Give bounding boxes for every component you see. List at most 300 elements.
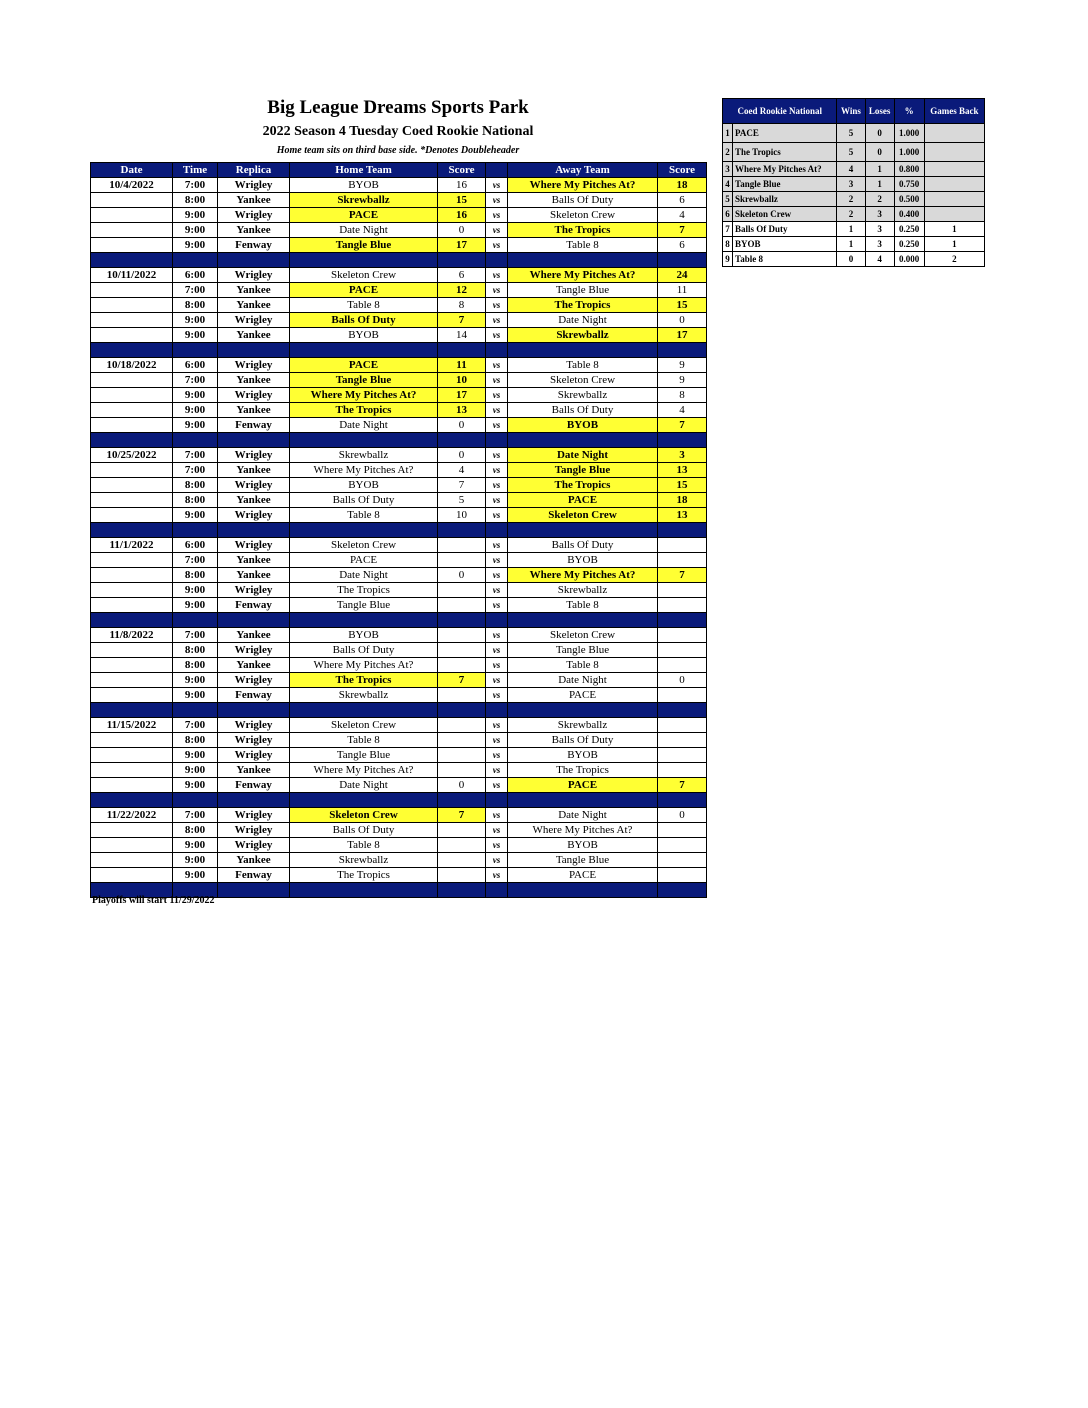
- separator-cell: [218, 883, 290, 898]
- team-loses: 1: [865, 177, 894, 192]
- game-time: 9:00: [173, 403, 218, 418]
- home-team: Balls Of Duty: [290, 643, 438, 658]
- game-time: 9:00: [173, 838, 218, 853]
- away-score: [658, 748, 707, 763]
- vs-label: vs: [486, 313, 508, 328]
- away-team: Table 8: [508, 658, 658, 673]
- away-team: BYOB: [508, 748, 658, 763]
- home-team: Tangle Blue: [290, 598, 438, 613]
- away-team: Date Night: [508, 448, 658, 463]
- game-row: [91, 778, 707, 793]
- vs-label: vs: [486, 673, 508, 688]
- separator-cell: [658, 613, 707, 628]
- standings-row: [723, 143, 985, 162]
- home-team: Skeleton Crew: [290, 268, 438, 283]
- game-replica: Yankee: [218, 403, 290, 418]
- team-name: PACE: [733, 124, 837, 143]
- separator-cell: [173, 433, 218, 448]
- home-team: Balls Of Duty: [290, 313, 438, 328]
- home-score: [438, 583, 486, 598]
- game-time: 9:00: [173, 853, 218, 868]
- away-team: Skrewballz: [508, 583, 658, 598]
- separator-cell: [173, 613, 218, 628]
- away-score: 18: [658, 493, 707, 508]
- away-score: [658, 688, 707, 703]
- game-time: 9:00: [173, 868, 218, 883]
- game-date: 11/1/2022: [91, 538, 173, 553]
- game-replica: Wrigley: [218, 643, 290, 658]
- home-team: PACE: [290, 553, 438, 568]
- game-date: [91, 778, 173, 793]
- away-score: 0: [658, 313, 707, 328]
- vs-label: vs: [486, 283, 508, 298]
- away-team: Tangle Blue: [508, 853, 658, 868]
- game-time: 9:00: [173, 673, 218, 688]
- col-date: Date: [91, 163, 173, 178]
- home-score: 0: [438, 418, 486, 433]
- home-score: [438, 853, 486, 868]
- team-name: The Tropics: [733, 143, 837, 162]
- game-replica: Wrigley: [218, 733, 290, 748]
- vs-label: vs: [486, 748, 508, 763]
- away-score: [658, 538, 707, 553]
- away-team: The Tropics: [508, 478, 658, 493]
- away-score: 3: [658, 448, 707, 463]
- home-score: 4: [438, 463, 486, 478]
- away-score: 9: [658, 373, 707, 388]
- separator-cell: [218, 703, 290, 718]
- separator-cell: [658, 883, 707, 898]
- game-time: 9:00: [173, 508, 218, 523]
- vs-label: vs: [486, 193, 508, 208]
- team-rank: 5: [723, 192, 733, 207]
- game-time: 8:00: [173, 478, 218, 493]
- game-row: [91, 268, 707, 283]
- game-replica: Yankee: [218, 658, 290, 673]
- team-pct: 0.750: [894, 177, 924, 192]
- away-score: [658, 868, 707, 883]
- vs-label: vs: [486, 538, 508, 553]
- game-row: [91, 463, 707, 478]
- col-away-score: Score: [658, 163, 707, 178]
- away-team: Skrewballz: [508, 718, 658, 733]
- game-replica: Yankee: [218, 568, 290, 583]
- game-replica: Wrigley: [218, 838, 290, 853]
- game-time: 8:00: [173, 193, 218, 208]
- game-date: [91, 478, 173, 493]
- vs-label: vs: [486, 478, 508, 493]
- home-team: Skeleton Crew: [290, 718, 438, 733]
- game-date: [91, 853, 173, 868]
- separator-cell: [508, 523, 658, 538]
- game-time: 9:00: [173, 328, 218, 343]
- game-replica: Fenway: [218, 778, 290, 793]
- home-team: Tangle Blue: [290, 238, 438, 253]
- game-row: [91, 373, 707, 388]
- separator-cell: [290, 523, 438, 538]
- col-time: Time: [173, 163, 218, 178]
- game-time: 9:00: [173, 598, 218, 613]
- game-date: [91, 508, 173, 523]
- separator-cell: [173, 343, 218, 358]
- home-score: [438, 763, 486, 778]
- week-separator: [91, 253, 707, 268]
- game-replica: Wrigley: [218, 823, 290, 838]
- game-replica: Wrigley: [218, 388, 290, 403]
- standings-row: [723, 162, 985, 177]
- vs-label: vs: [486, 658, 508, 673]
- home-score: 5: [438, 493, 486, 508]
- page-title: Big League Dreams Sports Park: [267, 97, 529, 118]
- game-row: [91, 328, 707, 343]
- game-replica: Yankee: [218, 328, 290, 343]
- home-team: Where My Pitches At?: [290, 658, 438, 673]
- separator-cell: [91, 253, 173, 268]
- playoffs-note: Playoffs will start 11/29/2022: [92, 895, 215, 906]
- home-score: 0: [438, 568, 486, 583]
- home-score: 8: [438, 298, 486, 313]
- game-date: [91, 643, 173, 658]
- vs-label: vs: [486, 508, 508, 523]
- away-team: The Tropics: [508, 298, 658, 313]
- away-score: 13: [658, 508, 707, 523]
- game-row: [91, 508, 707, 523]
- away-team: Table 8: [508, 598, 658, 613]
- game-time: 9:00: [173, 313, 218, 328]
- game-row: [91, 223, 707, 238]
- separator-cell: [658, 253, 707, 268]
- game-replica: Yankee: [218, 283, 290, 298]
- team-pct: 0.250: [894, 222, 924, 237]
- separator-cell: [658, 523, 707, 538]
- game-date: [91, 823, 173, 838]
- home-team: Skrewballz: [290, 688, 438, 703]
- home-score: 13: [438, 403, 486, 418]
- separator-cell: [508, 253, 658, 268]
- away-team: The Tropics: [508, 763, 658, 778]
- game-date: [91, 583, 173, 598]
- game-replica: Fenway: [218, 418, 290, 433]
- standings-row: [723, 237, 985, 252]
- game-date: 10/25/2022: [91, 448, 173, 463]
- game-time: 7:00: [173, 808, 218, 823]
- separator-cell: [290, 703, 438, 718]
- game-row: [91, 658, 707, 673]
- away-team: Tangle Blue: [508, 643, 658, 658]
- separator-cell: [508, 883, 658, 898]
- game-time: 8:00: [173, 298, 218, 313]
- standings-row: [723, 192, 985, 207]
- home-team: Skrewballz: [290, 193, 438, 208]
- game-replica: Wrigley: [218, 268, 290, 283]
- game-row: [91, 193, 707, 208]
- col-away-team: Away Team: [508, 163, 658, 178]
- home-team: Date Night: [290, 418, 438, 433]
- home-score: [438, 823, 486, 838]
- team-wins: 0: [837, 252, 865, 267]
- game-time: 8:00: [173, 493, 218, 508]
- team-loses: 3: [865, 207, 894, 222]
- vs-label: vs: [486, 763, 508, 778]
- team-pct: 0.400: [894, 207, 924, 222]
- game-row: [91, 418, 707, 433]
- home-score: 11: [438, 358, 486, 373]
- away-team: PACE: [508, 778, 658, 793]
- away-team: Skrewballz: [508, 328, 658, 343]
- away-score: [658, 598, 707, 613]
- game-row: [91, 628, 707, 643]
- team-games-back: 2: [924, 252, 984, 267]
- game-date: 11/22/2022: [91, 808, 173, 823]
- game-date: [91, 688, 173, 703]
- home-score: 0: [438, 778, 486, 793]
- game-time: 7:00: [173, 283, 218, 298]
- away-score: [658, 718, 707, 733]
- away-team: Balls Of Duty: [508, 193, 658, 208]
- vs-label: vs: [486, 208, 508, 223]
- game-row: [91, 238, 707, 253]
- home-team: Skeleton Crew: [290, 808, 438, 823]
- separator-cell: [486, 523, 508, 538]
- game-replica: Yankee: [218, 193, 290, 208]
- game-replica: Wrigley: [218, 448, 290, 463]
- game-date: [91, 553, 173, 568]
- game-time: 9:00: [173, 223, 218, 238]
- team-wins: 1: [837, 237, 865, 252]
- separator-cell: [91, 613, 173, 628]
- game-replica: Wrigley: [218, 673, 290, 688]
- away-team: PACE: [508, 493, 658, 508]
- game-row: [91, 733, 707, 748]
- home-score: [438, 688, 486, 703]
- away-team: Where My Pitches At?: [508, 178, 658, 193]
- home-score: 7: [438, 808, 486, 823]
- home-score: 10: [438, 508, 486, 523]
- away-score: 8: [658, 388, 707, 403]
- game-time: 9:00: [173, 418, 218, 433]
- home-team: Skrewballz: [290, 853, 438, 868]
- week-separator: [91, 793, 707, 808]
- game-replica: Wrigley: [218, 583, 290, 598]
- header-note: Home team sits on third base side. *Denotes Doubleheader: [276, 145, 520, 156]
- home-team: Where My Pitches At?: [290, 388, 438, 403]
- game-row: [91, 298, 707, 313]
- home-score: 15: [438, 193, 486, 208]
- game-row: [91, 838, 707, 853]
- game-time: 8:00: [173, 643, 218, 658]
- away-team: Where My Pitches At?: [508, 268, 658, 283]
- game-date: [91, 193, 173, 208]
- game-date: [91, 868, 173, 883]
- home-team: BYOB: [290, 328, 438, 343]
- separator-cell: [218, 343, 290, 358]
- game-replica: Wrigley: [218, 478, 290, 493]
- game-date: [91, 313, 173, 328]
- team-loses: 0: [865, 124, 894, 143]
- game-row: [91, 388, 707, 403]
- game-row: [91, 448, 707, 463]
- vs-label: vs: [486, 388, 508, 403]
- home-score: 14: [438, 328, 486, 343]
- standings-header-row: [723, 99, 985, 124]
- game-time: 9:00: [173, 778, 218, 793]
- home-team: The Tropics: [290, 583, 438, 598]
- home-team: Where My Pitches At?: [290, 463, 438, 478]
- game-row: [91, 313, 707, 328]
- team-loses: 3: [865, 222, 894, 237]
- game-time: 9:00: [173, 763, 218, 778]
- home-score: 17: [438, 388, 486, 403]
- separator-cell: [508, 343, 658, 358]
- game-time: 6:00: [173, 538, 218, 553]
- home-score: 16: [438, 178, 486, 193]
- team-rank: 8: [723, 237, 733, 252]
- week-separator: [91, 613, 707, 628]
- away-team: BYOB: [508, 418, 658, 433]
- home-score: [438, 838, 486, 853]
- separator-cell: [438, 343, 486, 358]
- vs-label: vs: [486, 463, 508, 478]
- away-score: 7: [658, 418, 707, 433]
- home-score: [438, 628, 486, 643]
- game-row: [91, 823, 707, 838]
- team-pct: 1.000: [894, 143, 924, 162]
- separator-cell: [486, 793, 508, 808]
- team-rank: 9: [723, 252, 733, 267]
- home-team: BYOB: [290, 478, 438, 493]
- separator-cell: [290, 793, 438, 808]
- vs-label: vs: [486, 268, 508, 283]
- away-team: Date Night: [508, 808, 658, 823]
- team-pct: 0.250: [894, 237, 924, 252]
- away-score: [658, 643, 707, 658]
- team-games-back: [924, 162, 984, 177]
- game-row: [91, 643, 707, 658]
- col-home-team: Home Team: [290, 163, 438, 178]
- away-team: PACE: [508, 688, 658, 703]
- vs-label: vs: [486, 373, 508, 388]
- home-team: BYOB: [290, 628, 438, 643]
- separator-cell: [218, 793, 290, 808]
- game-replica: Yankee: [218, 493, 290, 508]
- vs-label: vs: [486, 733, 508, 748]
- separator-cell: [173, 703, 218, 718]
- col-vs: [486, 163, 508, 178]
- game-row: [91, 568, 707, 583]
- vs-label: vs: [486, 823, 508, 838]
- team-pct: 0.000: [894, 252, 924, 267]
- standings-table: [722, 98, 985, 267]
- team-games-back: [924, 207, 984, 222]
- game-row: [91, 598, 707, 613]
- game-replica: Wrigley: [218, 508, 290, 523]
- away-team: Tangle Blue: [508, 463, 658, 478]
- game-replica: Yankee: [218, 628, 290, 643]
- away-team: Balls Of Duty: [508, 538, 658, 553]
- away-score: [658, 553, 707, 568]
- team-games-back: [924, 177, 984, 192]
- away-score: 7: [658, 223, 707, 238]
- home-team: Skrewballz: [290, 448, 438, 463]
- game-date: 11/15/2022: [91, 718, 173, 733]
- separator-cell: [173, 253, 218, 268]
- home-score: 7: [438, 313, 486, 328]
- separator-cell: [508, 793, 658, 808]
- away-team: Date Night: [508, 673, 658, 688]
- team-wins: 5: [837, 124, 865, 143]
- game-row: [91, 853, 707, 868]
- home-team: BYOB: [290, 178, 438, 193]
- game-row: [91, 358, 707, 373]
- separator-cell: [438, 433, 486, 448]
- game-replica: Wrigley: [218, 313, 290, 328]
- home-team: The Tropics: [290, 868, 438, 883]
- away-score: [658, 763, 707, 778]
- team-rank: 3: [723, 162, 733, 177]
- game-date: [91, 748, 173, 763]
- team-name: Where My Pitches At?: [733, 162, 837, 177]
- game-row: [91, 538, 707, 553]
- week-separator: [91, 343, 707, 358]
- game-time: 7:00: [173, 448, 218, 463]
- vs-label: vs: [486, 718, 508, 733]
- team-rank: 6: [723, 207, 733, 222]
- game-replica: Yankee: [218, 763, 290, 778]
- team-pct: 0.800: [894, 162, 924, 177]
- schedule-table: [90, 162, 707, 898]
- home-score: [438, 733, 486, 748]
- game-replica: Yankee: [218, 853, 290, 868]
- home-team: Date Night: [290, 223, 438, 238]
- home-score: [438, 658, 486, 673]
- team-wins: 1: [837, 222, 865, 237]
- game-date: 10/4/2022: [91, 178, 173, 193]
- separator-cell: [658, 433, 707, 448]
- away-team: BYOB: [508, 838, 658, 853]
- game-date: 10/11/2022: [91, 268, 173, 283]
- standings-col-loses: Loses: [865, 99, 894, 124]
- away-score: 7: [658, 778, 707, 793]
- game-row: [91, 673, 707, 688]
- home-score: [438, 598, 486, 613]
- away-score: 13: [658, 463, 707, 478]
- game-time: 9:00: [173, 748, 218, 763]
- team-name: Skrewballz: [733, 192, 837, 207]
- vs-label: vs: [486, 448, 508, 463]
- game-time: 9:00: [173, 238, 218, 253]
- game-time: 7:00: [173, 373, 218, 388]
- game-date: [91, 463, 173, 478]
- vs-label: vs: [486, 238, 508, 253]
- team-games-back: [924, 124, 984, 143]
- separator-cell: [658, 793, 707, 808]
- game-row: [91, 718, 707, 733]
- standings-row: [723, 252, 985, 267]
- game-row: [91, 763, 707, 778]
- game-row: [91, 808, 707, 823]
- away-score: [658, 628, 707, 643]
- game-date: [91, 763, 173, 778]
- schedule-body: [91, 178, 707, 898]
- game-date: [91, 328, 173, 343]
- away-team: Skeleton Crew: [508, 208, 658, 223]
- game-date: 11/8/2022: [91, 628, 173, 643]
- team-name: Tangle Blue: [733, 177, 837, 192]
- game-replica: Wrigley: [218, 748, 290, 763]
- separator-cell: [218, 523, 290, 538]
- away-score: 6: [658, 193, 707, 208]
- team-wins: 4: [837, 162, 865, 177]
